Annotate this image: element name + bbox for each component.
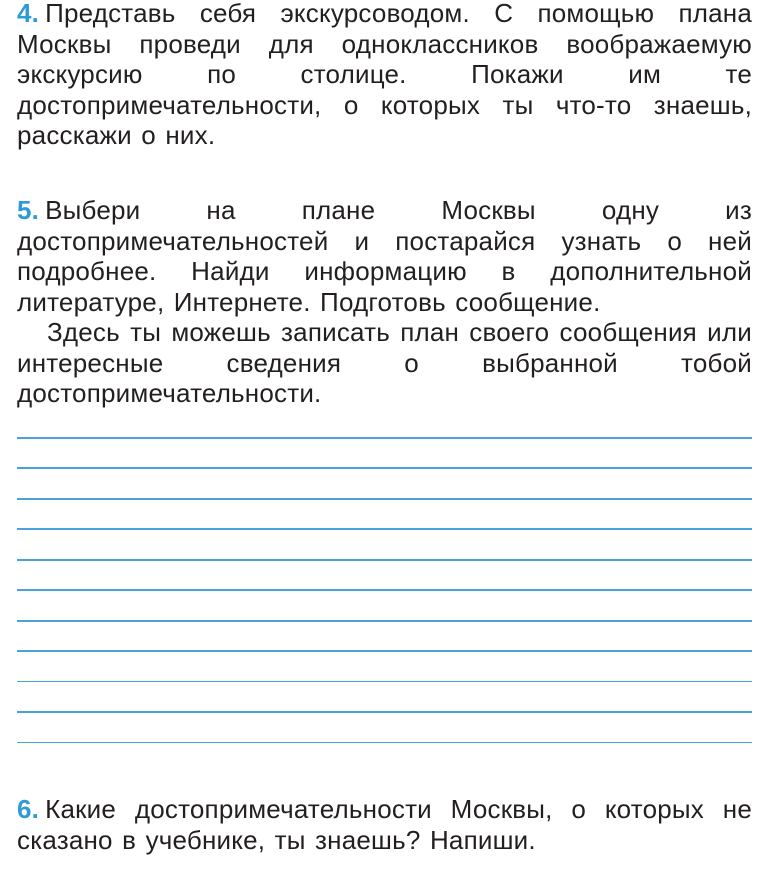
writing-line[interactable] <box>17 589 752 591</box>
writing-line[interactable] <box>17 498 752 500</box>
task-4-number: 4. <box>17 0 40 28</box>
writing-line[interactable] <box>17 650 752 652</box>
writing-line[interactable] <box>17 711 752 713</box>
task-4-paragraph <box>17 0 752 151</box>
task-5 <box>17 195 752 409</box>
task-4-text: Представь себя экскурсоводом. С помощью плана Москвы проведи для одноклассников воображаемую экскурсию по столице. Покажи им те достопримечательности, о которых ты что-то знаешь, расскажи о них. <box>17 0 752 150</box>
task-5-note: Здесь ты можешь записать план своего сообщения или интересные сведения о выбранной тобой достопримечательности. <box>17 317 752 408</box>
task-5-number: 5. <box>17 195 40 225</box>
task-5-text: Выбери на плане Москвы одну из достопримечательностей и постарайся узнать о ней подробнее. Найди информацию в дополнительной литературе, Интернете. Подготовь сообщение. <box>17 195 752 317</box>
task-4 <box>17 0 752 151</box>
writing-line[interactable] <box>17 742 752 744</box>
task-6-paragraph <box>17 794 752 855</box>
writing-line[interactable] <box>17 559 752 561</box>
writing-line[interactable] <box>17 467 752 469</box>
writing-line[interactable] <box>17 620 752 622</box>
writing-line[interactable] <box>17 681 752 683</box>
writing-line[interactable] <box>17 528 752 530</box>
task-6-number: 6. <box>17 794 40 824</box>
task-5-paragraph <box>17 195 752 317</box>
task-6 <box>17 794 752 855</box>
writing-line[interactable] <box>17 437 752 439</box>
writing-lines[interactable] <box>17 437 752 772</box>
task-6-text: Какие достопримечательности Москвы, о которых не сказано в учебнике, ты знаешь? Напиши. <box>17 794 752 855</box>
